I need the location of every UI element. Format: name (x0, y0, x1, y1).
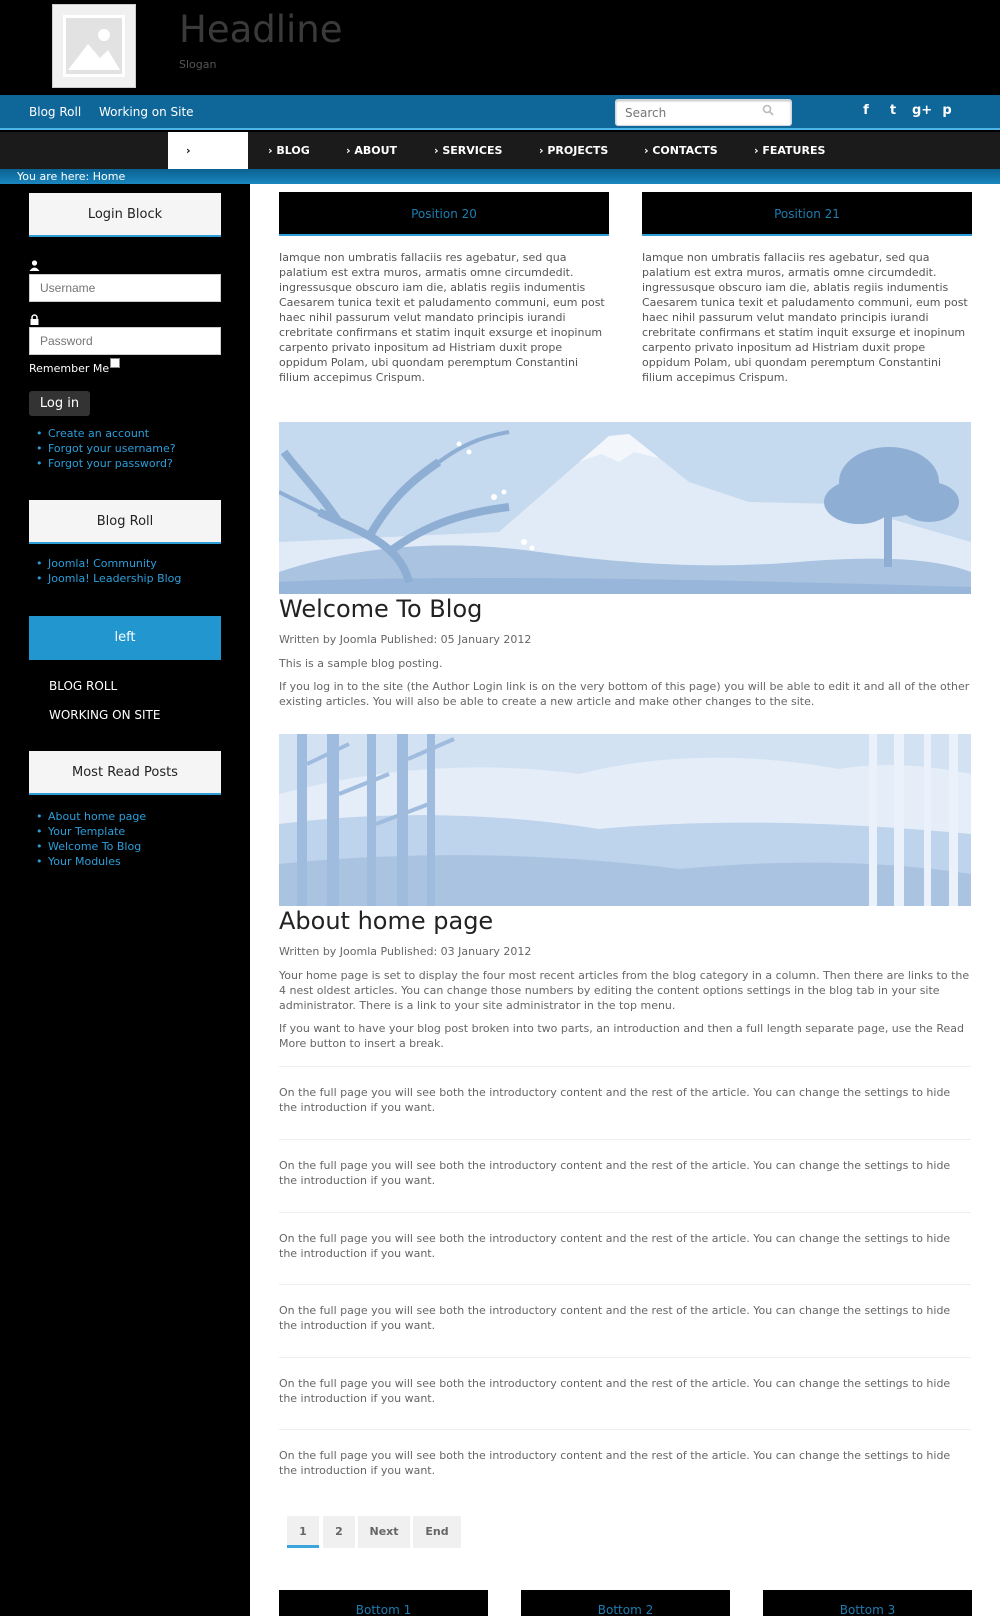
nav-item-features[interactable]: › FEATURES (754, 144, 826, 157)
nav-item-contacts[interactable]: › CONTACTS (644, 144, 718, 157)
nav-item-projects[interactable]: › PROJECTS (539, 144, 609, 157)
divider (279, 1429, 971, 1430)
blog-roll-title: Blog Roll (29, 500, 221, 544)
position-20-title: Position 20 (279, 192, 609, 236)
image-placeholder-icon (63, 15, 125, 77)
intro-paragraph: On the full page you will see both the introductory content and the rest of the article. You can change the settings to hide the introduction if you want. (279, 1449, 951, 1477)
article-paragraph: If you log in to the site (the Author Login link is on the very bottom of this page) you will be able to edit it and all of the other existing articles. You will also be able to create a new article and make other changes to the site. (279, 680, 970, 708)
most-read-title: Most Read Posts (29, 751, 221, 795)
position-21-text: Iamque non umbratis fallaciis res agebatur, sed qua palatium est extra muros, armatis omne circumdedit. ingressusque obscuro iam die, ablatis regiis indumentis Caesarem tunica texit et paludamento communi, eum post haec nihil passurum velut mandato principis iurandi crebritate confirmans et statim inquit exsurge et inopinum carpento privato inpositum ad Histriam duxit prope oppidum Polam, ubi quondam peremptum Constantini filium accepimus Crispum. (642, 251, 968, 384)
nav-item-services[interactable]: › SERVICES (434, 144, 503, 157)
divider (279, 1139, 971, 1140)
article-image-bamboo[interactable] (279, 734, 971, 906)
article-paragraph: This is a sample blog posting. (279, 657, 443, 670)
forgot-username-link[interactable]: • Forgot your username? (48, 441, 176, 456)
position-21-title: Position 21 (642, 192, 972, 236)
nav-item-about[interactable]: › ABOUT (346, 144, 398, 157)
bottom-1-title: Bottom 1 (279, 1590, 488, 1616)
password-field[interactable] (29, 327, 221, 355)
header (0, 0, 1000, 95)
most-read-links (48, 809, 146, 869)
pinterest-icon[interactable]: p (942, 103, 952, 118)
left-menu-working-on-site[interactable]: WORKING ON SITE (49, 708, 161, 722)
intro-paragraph: On the full page you will see both the introductory content and the rest of the article. You can change the settings to hide the introduction if you want. (279, 1304, 951, 1332)
main-nav (0, 132, 1000, 169)
login-block-title: Login Block (29, 193, 221, 237)
joomla-community-link[interactable]: • Joomla! Community (48, 556, 181, 571)
bottom-3-title: Bottom 3 (763, 1590, 972, 1616)
twitter-icon[interactable]: t (889, 103, 897, 118)
pagination-next[interactable]: Next (358, 1516, 410, 1548)
login-links (48, 426, 176, 471)
remember-me-label: Remember Me (29, 362, 110, 375)
top-bar (0, 95, 1000, 130)
forgot-password-link[interactable]: • Forgot your password? (48, 456, 176, 471)
breadcrumb: You are here: Home (0, 169, 1000, 184)
article-paragraph: Your home page is set to display the four most recent articles from the blog category in a column. Then there are links to the 4 nest oldest articles. You can change those numbers by editing the content options settings in the blog tab in your site administrator. There is a link to your site administrator in the top menu. (279, 969, 970, 1012)
blog-roll-links (48, 556, 181, 586)
google-plus-icon[interactable]: g+ (912, 103, 933, 118)
nav-item-blog[interactable]: › BLOG (268, 144, 310, 157)
intro-paragraph: On the full page you will see both the introductory content and the rest of the article. You can change the settings to hide the introduction if you want. (279, 1086, 951, 1114)
topbar-link-blog-roll[interactable]: Blog Roll (29, 105, 82, 119)
search-icon[interactable] (762, 104, 774, 116)
left-menu-title: left (29, 616, 221, 660)
logo-image[interactable] (52, 4, 136, 88)
pagination-page-1[interactable]: 1 (287, 1516, 319, 1548)
intro-paragraph: On the full page you will see both the introductory content and the rest of the article. You can change the settings to hide the introduction if you want. (279, 1377, 951, 1405)
pagination-page-2[interactable]: 2 (323, 1516, 355, 1548)
intro-paragraph: On the full page you will see both the introductory content and the rest of the article. You can change the settings to hide the introduction if you want. (279, 1159, 951, 1187)
create-account-link[interactable]: • Create an account (48, 426, 176, 441)
login-button[interactable]: Log in (29, 391, 90, 416)
most-read-link[interactable]: • Your Template (48, 824, 146, 839)
most-read-link[interactable]: • Your Modules (48, 854, 146, 869)
bottom-2-title: Bottom 2 (521, 1590, 730, 1616)
lock-icon (29, 314, 40, 325)
left-menu-blog-roll[interactable]: BLOG ROLL (49, 679, 118, 693)
remember-me-checkbox[interactable] (110, 358, 120, 368)
article-image-mountain[interactable] (279, 422, 971, 594)
pagination-end[interactable]: End (413, 1516, 461, 1548)
article-meta: Written by Joomla Published: 03 January 2012 (279, 945, 532, 958)
most-read-link[interactable]: • Welcome To Blog (48, 839, 146, 854)
user-icon (29, 260, 40, 271)
article-paragraph: If you want to have your blog post broken into two parts, an introduction and then a full length separate page, use the Read More button to insert a break. (279, 1022, 964, 1050)
divider (279, 1212, 971, 1213)
divider (279, 1066, 971, 1067)
facebook-icon[interactable]: f (863, 103, 869, 118)
topbar-link-working-on-site[interactable]: Working on Site (99, 105, 194, 119)
joomla-leadership-blog-link[interactable]: • Joomla! Leadership Blog (48, 571, 181, 586)
divider (279, 1284, 971, 1285)
article-title-welcome[interactable]: Welcome To Blog (279, 595, 483, 623)
nav-item-home[interactable]: › (168, 132, 248, 169)
article-title-about[interactable]: About home page (279, 907, 494, 935)
divider (279, 1357, 971, 1358)
username-field[interactable] (29, 274, 221, 302)
position-20-text: Iamque non umbratis fallaciis res agebatur, sed qua palatium est extra muros, armatis omne circumdedit. ingressusque obscuro iam die, ablatis regiis indumentis Caesarem tunica texit et paludamento communi, eum post haec nihil passurum velut mandato principis iurandi crebritate confirmans et statim inquit exsurge et inopinum carpento privato inpositum ad Histriam duxit prope oppidum Polam, ubi quondam peremptum Constantini filium accepimus Crispum. (279, 251, 605, 384)
site-headline[interactable]: Headline (179, 8, 343, 51)
most-read-link[interactable]: • About home page (48, 809, 146, 824)
intro-paragraph: On the full page you will see both the introductory content and the rest of the article. You can change the settings to hide the introduction if you want. (279, 1232, 951, 1260)
site-slogan: Slogan (179, 58, 217, 71)
article-meta: Written by Joomla Published: 05 January 2012 (279, 633, 532, 646)
